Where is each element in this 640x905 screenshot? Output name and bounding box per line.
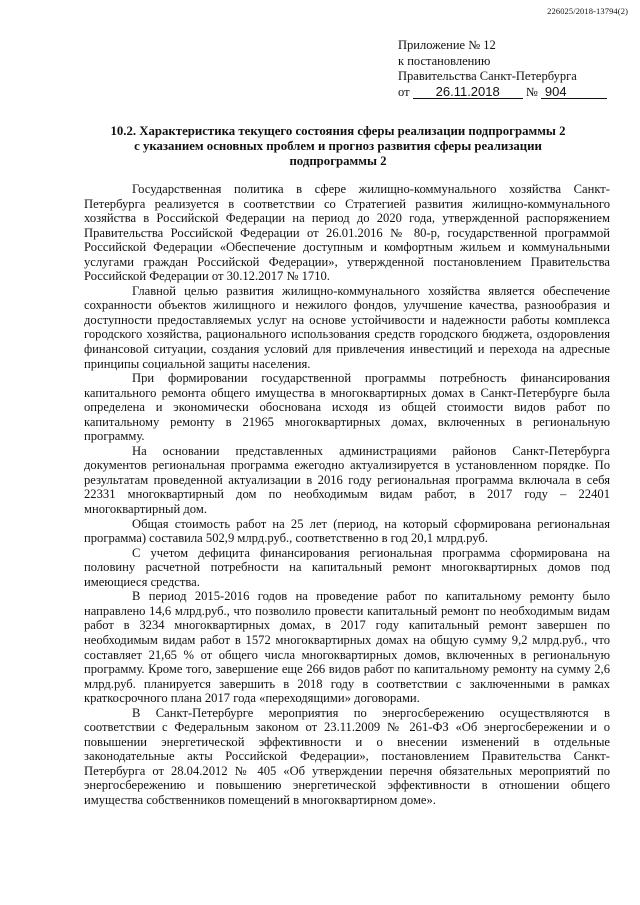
paragraph-energy-saving: В Санкт-Петербурге мероприятия по энергосбережению осуществляются в соответствии с Федеральным законом от 23.11.2009 № 261-ФЗ «Об энергосбережении и о повышении энергетической эффективности и о внесении изменений в отдельные законодательные акты Российской Федерации», постановлением Правительства Санкт-Петербурга от 28.04.2012 № 405 «Об утверждении перечня обязательных мероприятий по энергосбережению и повышению энергетической эффективности в отношении общего имущества собственников помещений в многоквартирном доме». bbox=[84, 705, 610, 807]
paragraph-state-policy: Государственная политика в сфере жилищно-коммунального хозяйства Санкт-Петербурга реализуется в соответствии со Стратегией развития жилищно-коммунального хозяйства в Российской Федерации на период до 2020 года, утвержденной распоряжением Правительства Российской Федерации от 26.01.2016 № 80-р, государственной программой Российской Федерации «Обеспечение доступным и комфортным жильем и коммунальными услугами граждан Российской Федерации», утвержденной постановлением Правительства Российской Федерации от 30.12.2017 № 1710. bbox=[84, 182, 610, 284]
number-label: № bbox=[525, 84, 538, 99]
paragraph-capital-repair-need: При формировании государственной программы потребность финансирования капитального ремонта общего имущества в многоквартирных домах в Санкт-Петербурге была определена и экономически обоснована исходя из общей стоимости видов работ по капитальному ремонту в 21965 многоквартирных домах, включенных в региональную программу. bbox=[84, 371, 610, 444]
date-prefix: от bbox=[398, 84, 410, 99]
paragraph-program-update: На основании представленных администрациями районов Санкт-Петербурга документов региональная программа ежегодно актуализируется в установленном порядке. По результатам проведенной актуализации в 2016 году региональная программа включала в себя 22331 многоквартирный дом по необходимым видам работ, в 2017 году – 22401 многоквартирный дом. bbox=[84, 443, 610, 517]
appendix-date-line bbox=[398, 85, 607, 101]
paragraph-funding-deficit: С учетом дефицита финансирования региональная программа сформирована на половину расчетной потребности на капитальный ремонт многоквартирных домов под имеющиеся средства. bbox=[84, 545, 610, 589]
handwritten-date: 26.11.2018 bbox=[413, 85, 523, 99]
paragraph-main-goal: Главной целью развития жилищно-коммунального хозяйства является обеспечение сохранности объектов жилищного и нежилого фондов, улучшение качества, разнообразия и доступности предоставляемых услуг на основе устойчивости и надежности работы комплекса городского хозяйства, рационального использования средств городского бюджета, оздоровления финансовой ситуации, создания условий для привлечения инвестиций и перехода на адресные принципы социальной защиты населения. bbox=[84, 283, 610, 371]
document-registration-number: 226025/2018-13794(2) bbox=[547, 6, 628, 16]
paragraph-repair-results: В период 2015-2016 годов на проведение работ по капитальному ремонту было направлено 14,6 млрд.руб., что позволило провести капитальный ремонт по необходимым видам работ в 3234 многоквартирных домах, в 2017 году капитальный ремонт завершен по необходимым видам работ в 1572 многоквартирных домах на общую сумму 9,2 млрд.руб., что составляет 21,65 % от общего числа многоквартирных домов, включенных в региональную программу. Кроме того, завершение еще 266 видов работ по капитальному ремонту на сумму 2,6 млрд.руб. планируется завершить в 2018 году в соответствии с заключенными в рамках краткосрочного плана 2017 года «переходящими» договорами. bbox=[84, 589, 610, 706]
heading-line-3: подпрограммы 2 bbox=[289, 154, 387, 168]
paragraph-total-cost: Общая стоимость работ на 25 лет (период, на который сформирована региональная программа) составила 502,9 млрд.руб., соответственно в год 20,1 млрд.руб. bbox=[84, 516, 610, 546]
appendix-block bbox=[398, 38, 607, 100]
heading-line-2: с указанием основных проблем и прогноз развития сферы реализации bbox=[134, 139, 542, 153]
section-heading bbox=[100, 124, 576, 169]
appendix-issuer: Правительства Санкт-Петербурга bbox=[398, 69, 577, 83]
appendix-title: Приложение № 12 bbox=[398, 38, 496, 52]
handwritten-number: 904 bbox=[541, 85, 607, 99]
heading-line-1: 10.2. Характеристика текущего состояния сферы реализации подпрограммы 2 bbox=[110, 124, 566, 138]
appendix-reference: к постановлению bbox=[398, 53, 491, 68]
document-body bbox=[84, 182, 610, 808]
